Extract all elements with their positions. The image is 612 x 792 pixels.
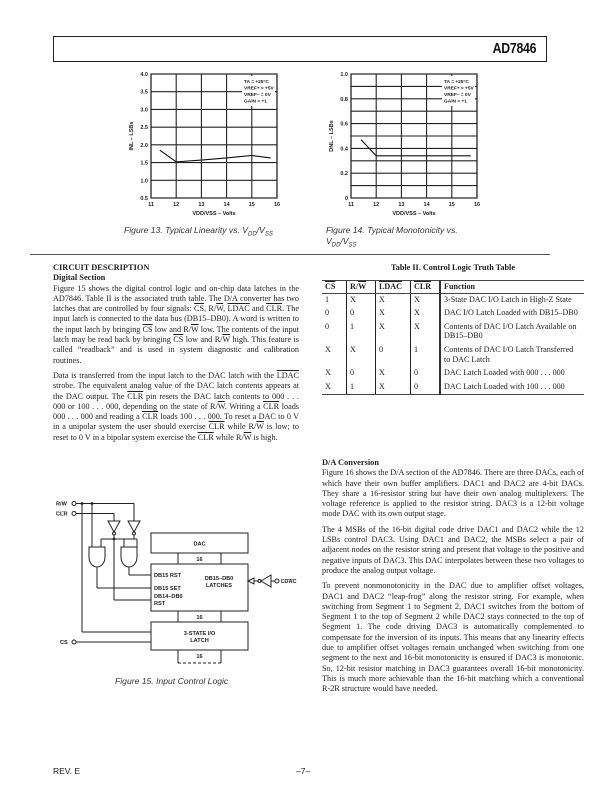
cell-value: 0 [376,344,411,367]
table-row [322,321,584,344]
x-tick-label: 12 [373,202,380,208]
header-clr: $\overline{CLR}$ [411,281,441,294]
y-tick-label: 4.0 [140,72,148,78]
section-divider [30,254,550,255]
table-row [322,344,584,367]
text-run: strobe. The equivalent analog value of the DAC latch contents appears at the DAC output. The [53,381,299,401]
signal-name: $\overline{CLR}$ [263,401,280,411]
text-run: pin resets the DAC latch contents to 000 . . . 000 or 100 . . . 000, depending on the state of R/ [53,391,299,411]
cell-value: 0 [411,381,441,395]
caption-text: Figure 13. Typical Linearity vs. V [124,225,249,235]
right-column [322,458,584,700]
y-tick-label: 2.5 [140,125,148,132]
x-tick-label: 14 [423,202,430,208]
text-run: , R/ [204,304,217,314]
caption-sub: SS [264,231,273,238]
x-axis-label: VDD/VSS – Volts [392,211,436,217]
y-tick-label: 0.8 [340,96,348,103]
x-tick-label: 16 [473,202,481,208]
and-gate-2 [121,547,137,567]
x-tick-label: 14 [223,202,230,208]
y-tick-label: 1.0 [340,72,348,78]
cell-value: X [411,307,441,321]
label-latches-1: DB15–DB0 [204,576,234,582]
header-rw: $R/\overline{W}$ [347,281,376,294]
y-tick-label: 3.0 [140,107,148,114]
chart-svg [300,64,500,224]
cell-value: X [411,293,441,307]
cell-value: 1 [347,381,376,395]
signal-name: LDAC [276,370,299,380]
label-io-1: 3-STATE I/O [183,631,216,637]
text-run: . The input latch is connected to the data bus (DB15–DB0). A word is written to the input latch by bringing [53,304,299,334]
table-row [322,307,584,321]
cell-value: 0 [347,367,376,381]
cell-function: DAC I/O Latch Loaded with DB15–DB0 [440,307,584,321]
header-function: Function [440,281,584,294]
signal-name: $\overline{W}$ [191,324,199,334]
signal-name: $\overline{CLR}$ [208,422,225,432]
caption-sub: DD [248,231,257,238]
x-tick-label: 11 [148,202,154,208]
legend-entry: VREF– = 0V [244,93,271,98]
rw-pin [72,502,76,506]
header-cs: $\overline{CS}$ [322,281,347,294]
figure-13-caption [124,225,273,241]
signal-name: $\overline{CS}$ [194,304,205,314]
cell-value: X [376,381,411,395]
label-rst: RST [154,601,166,607]
legend-entry: VREF+ = +5V [444,86,474,92]
text-run: is low; to reset to 0 V in a bipolar system exercise the [53,422,300,442]
ldac-pin [275,579,279,583]
y-tick-label: 0 [344,196,348,202]
cell-function: Contents of DAC I/O Latch Available on DB15–DB0 [440,321,584,344]
cell-value: X [325,368,331,378]
signal-name: $\overline{CS}$ [173,335,184,345]
label-latches-2: LATCHES [206,583,232,589]
signal-name: $\overline{W}$ [217,401,225,411]
truth-table [322,280,584,395]
chart-dnl-vs-supply [300,64,500,229]
signal-name: $\overline{W}$ [222,335,231,345]
paragraph [53,284,299,366]
caption-text: /V [256,225,265,235]
signal-name: $\overline{CLR}$ [197,432,214,442]
text-run: low. The contents of the input latch may be read back by bringing [53,324,299,345]
y-tick-label: 0.5 [140,196,148,202]
text-run: . Writing a [224,401,264,411]
legend-entry: GAIN = +1 [444,99,467,105]
signal-name: $\overline{W}$ [256,422,264,432]
x-tick-label: 16 [273,202,281,208]
figure-14-caption [326,225,458,252]
cell-value: X [347,293,376,307]
text-run: and [249,304,267,314]
legend-entry: GAIN = +1 [244,99,267,105]
header-ldac: LDAC [376,281,411,294]
cell-value: 1 [411,344,441,367]
page-header [53,36,547,62]
label-clr: CLR [56,511,68,518]
and-gate-1 [89,547,105,567]
cell-function: 3-State DAC I/O Latch in High-Z State [440,293,584,307]
x-tick-label: 15 [248,202,255,208]
label-ldac: LDAC [281,579,297,585]
section-heading: CIRCUIT DESCRIPTION [53,263,150,272]
series-line [361,140,471,156]
label-dac: DAC [193,541,206,548]
cell-function: DAC Latch Loaded with 000 . . . 000 [440,367,584,381]
cell-value: 0 [347,307,376,321]
cs-pin [72,640,76,644]
paragraph: To prevent nonmonotonicity in the DAC due to amplifier offset voltages, DAC1 and DAC2 “leap-frog” along the resistor string. For example, when switching from Segment 1 to Segment 2, DAC1 switches from the bottom of Segment 1 to the top of Segment 2 while DAC2 stays connected to the top of Segment 1. The code driving DAC3 is automatically complemented to compensate for the inversion of its inputs. This means that any linearity effects due to amplifier offset voltages remain unchanged when switching from one segment to the next and 16-bit monotonicity is ensured if DAC3 is monotonic. So, 12-bit resistor matching in DAC3 guarantees overall 16-bit monotonicity. This is much more achievable than the 16-bit matching which a conventional R-2R structure would have needed. [322,581,584,694]
page-number: –7– [296,766,311,776]
legend-entry: TA = +25°C [244,80,269,85]
text-run: low and R/ [183,335,223,345]
text-run: , [223,304,228,314]
label-io-2: LATCH [190,638,209,644]
paragraph: The 4 MSBs of the 16-bit digital code drive DAC1 and DAC2 while the 12 LSBs control DAC3. Using DAC1 and DAC2, the MSBs select a pair of adjacent nodes on the resistor string and present that voltage to the positive and negative inputs of DAC3. This DAC interpolates between these two voltages to produce the analog output voltage. [322,524,584,575]
subsection-heading: Digital Section [53,273,106,283]
y-tick-label: 1.0 [140,178,148,185]
label-db15-rst: DB15 RST [154,573,182,579]
label-db15-set: DB15 SET [154,586,181,592]
chart-inl-vs-supply [100,64,300,229]
part-number: AD7846 [492,40,536,57]
ldac-buffer [261,575,271,587]
text-run: Figure 15 shows the digital control logic and on-chip data latches in the AD7846. Table II is the associated truth table. The D/A converter has two latches that are controlled by four signals: [53,283,299,314]
text-run: while R/ [213,432,244,442]
cell-value: 0 [325,321,330,331]
signal-name: $\overline{CLR}$ [127,391,144,401]
text-run: Data is transferred from the input latch to the DAC latch with the [53,370,277,380]
cell-function: DAC Latch Loaded with 100 . . . 000 [440,381,584,395]
revision-label: REV. E [53,766,81,776]
x-tick-label: 12 [173,202,180,208]
signal-name: $\overline{CLR}$ [266,304,283,314]
y-axis-label: DNL – LSBs [329,120,335,152]
table-title: Table II. Control Logic Truth Table [391,263,515,272]
label-db14-db0: DB14–DB0 [154,594,183,600]
caption-text: V [326,236,332,246]
x-tick-label: 11 [348,202,354,208]
cell-value: X [325,344,331,354]
caption-sub: DD [331,242,341,249]
clr-pin [72,512,76,516]
inverter-rw [128,521,140,532]
x-tick-label: 13 [398,202,405,208]
label-rw: R/W [56,501,67,508]
caption-sub: SS [348,242,357,249]
legend-entry: VREF+ = +5V [244,86,274,92]
cell-value: X [376,367,411,381]
caption-line2 [326,236,458,252]
cell-value: 1 [325,294,330,304]
table-header-row [322,281,584,294]
signal-name: $\overline{CLR}$ [142,412,159,422]
signal-name: $\overline{W}$ [216,304,224,314]
x-tick-label: 13 [198,202,205,208]
inverter-clr [108,521,120,532]
legend-entry: TA = +25°C [444,80,469,85]
paragraph [53,371,299,443]
text-run: loads 100 . . . 000. To reset a DAC to 0 V in a unipolar system the user should exercise [53,412,299,432]
y-tick-label: 2.0 [140,142,148,149]
caption-text: Figure 14. Typical Monotonicity vs. [326,225,458,235]
label-cs: CS [60,640,68,646]
cell-value: 1 [347,321,376,344]
cell-function: Contents of DAC I/O Latch Transferred to DAC Latch [440,344,584,367]
table-row [322,293,584,307]
table-row [322,367,584,381]
label-bus-width: 16 [196,615,203,621]
label-bus-width: 16 [196,557,203,563]
cell-value: X [376,321,411,344]
y-tick-label: 0.2 [340,171,348,178]
text-run: low and R/ [152,324,191,334]
y-axis-label: INL – LSBs [129,121,135,151]
input-control-logic-diagram [20,495,320,665]
left-column [53,263,299,448]
y-tick-label: 3.5 [140,89,148,96]
label-bus-width: 16 [196,654,203,660]
y-tick-label: 0.6 [340,121,348,128]
cell-value: X [347,344,376,367]
cell-value: 0 [411,367,441,381]
cell-value: 0 [325,308,330,318]
y-tick-label: 0.4 [340,146,348,153]
chart-svg [100,64,300,224]
cell-value: X [322,381,347,395]
table-row [322,381,584,395]
text-run: while R/ [224,422,257,432]
paragraph: Figure 16 shows the D/A section of the AD7846. There are three DACs, each of which have their own buffer amplifiers. DAC1 and DAC2 are 4-bit DACs. They share a 16-resistor string but have their own analog multiplexers. The voltage reference is applied to the resistor string. DAC3 is a 12-bit voltage mode DAC with its own output stage. [322,468,584,519]
signal-name: LDAC [227,304,250,314]
x-tick-label: 15 [448,202,455,208]
subsection-heading: D/A Conversion [322,458,380,467]
text-run: loads 000 . . . 000 and reading a [53,401,299,422]
cell-value: X [376,307,411,321]
y-tick-label: 1.5 [140,160,148,167]
text-run: is high. [251,432,278,442]
cell-value: X [376,293,411,307]
cell-value: X [411,321,441,344]
text-run: high. This feature is called “readback” and is used in system diagnostic and calibration routines. [53,335,299,365]
signal-name: $\overline{W}$ [243,432,252,442]
figure-15-caption: Figure 15. Input Control Logic [115,676,229,686]
signal-name: $\overline{CS}$ [142,324,153,334]
legend-entry: VREF– = 0V [444,93,471,98]
x-axis-label: VDD/VSS – Volts [192,211,236,217]
caption-text: /V [340,236,349,246]
